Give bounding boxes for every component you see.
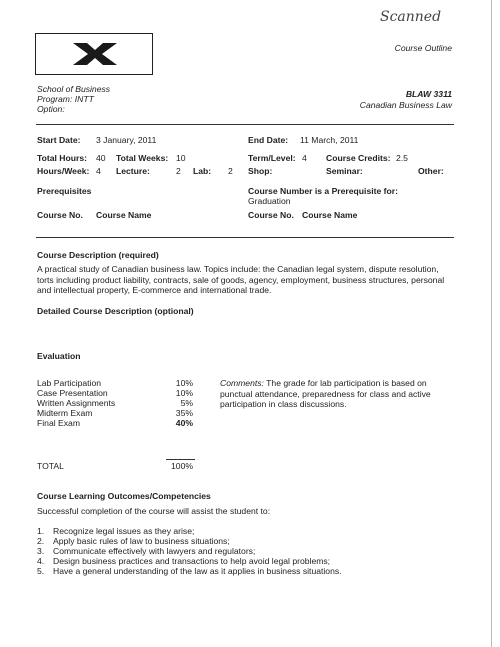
term-level-label: Term/Level: xyxy=(248,153,296,163)
redacted-logo-icon xyxy=(35,33,153,75)
term-level-value: 4 xyxy=(302,153,307,163)
eval-item-name: Written Assignments xyxy=(37,398,116,408)
detailed-description-heading: Detailed Course Description (optional) xyxy=(37,306,194,316)
program-label: Program: INTT xyxy=(37,94,94,104)
lecture-label: Lecture: xyxy=(116,166,150,176)
total-value: 100% xyxy=(171,461,193,471)
comments-text: The grade for lab participation is based on punctual attendance, preparedness for class and active participation in class discussions. xyxy=(220,378,431,409)
outcome-text: Have a general understanding of the law as it applies in business situations. xyxy=(53,566,342,576)
lab-value: 2 xyxy=(228,166,233,176)
total-rule xyxy=(166,459,195,460)
header-divider xyxy=(36,124,454,125)
start-date-label: Start Date: xyxy=(37,135,81,145)
course-no-label-2: Course No. xyxy=(248,210,294,220)
info-divider xyxy=(36,237,454,238)
eval-item-name: Midterm Exam xyxy=(37,408,93,418)
option-label: Option: xyxy=(37,104,65,114)
outcomes-intro: Successful completion of the course will assist the student to: xyxy=(37,506,271,516)
outcome-number: 4. xyxy=(37,556,45,566)
eval-item-weight: 35% xyxy=(175,408,193,418)
lab-label: Lab: xyxy=(193,166,212,176)
outcome-text: Recognize legal issues as they arise; xyxy=(53,526,195,536)
prerequisites-label: Prerequisites xyxy=(37,186,92,196)
logo-box xyxy=(35,33,153,75)
lecture-value: 2 xyxy=(176,166,181,176)
eval-item-weight: 40% xyxy=(175,418,193,428)
course-code: BLAW 3311 xyxy=(405,89,452,99)
total-hours-label: Total Hours: xyxy=(37,153,87,163)
school-name: School of Business xyxy=(37,84,111,94)
prereq-for-label: Course Number is a Prerequisite for: xyxy=(248,186,398,196)
course-no-label: Course No. xyxy=(37,210,83,220)
hours-week-value: 4 xyxy=(96,166,101,176)
doc-type-label: Course Outline xyxy=(394,43,452,53)
total-hours-value: 40 xyxy=(96,153,106,163)
seminar-label: Seminar: xyxy=(326,166,363,176)
start-date-value: 3 January, 2011 xyxy=(96,135,157,145)
outcomes-heading: Course Learning Outcomes/Competencies xyxy=(37,491,211,501)
course-name-label: Course Name xyxy=(96,210,152,220)
eval-item-name: Lab Participation xyxy=(37,378,102,388)
evaluation-heading: Evaluation xyxy=(37,351,81,361)
comments-label: Comments: xyxy=(220,378,264,388)
total-label: TOTAL xyxy=(37,461,64,471)
outcome-number: 2. xyxy=(37,536,45,546)
course-credits-label: Course Credits: xyxy=(326,153,391,163)
outcome-number: 5. xyxy=(37,566,45,576)
total-weeks-label: Total Weeks: xyxy=(116,153,169,163)
course-credits-value: 2.5 xyxy=(396,153,408,163)
description-text: A practical study of Canadian business law. Topics include: the Canadian legal system, dispute resolution, torts including product liability, contracts, sale of goods, agency, employment, business structures, personal and intellectual property, E-commerce and international trade. xyxy=(37,264,445,295)
outcome-number: 1. xyxy=(37,526,45,536)
scanned-stamp: Scanned xyxy=(380,9,442,25)
shop-label: Shop: xyxy=(248,166,273,176)
outcome-text: Apply basic rules of law to business situations; xyxy=(53,536,230,546)
outcome-text: Communicate effectively with lawyers and regulators; xyxy=(53,546,256,556)
course-name-label-2: Course Name xyxy=(302,210,358,220)
eval-item-name: Final Exam xyxy=(37,418,80,428)
eval-item-weight: 10% xyxy=(175,388,193,398)
outcome-text: Design business practices and transactions to help avoid legal problems; xyxy=(53,556,331,566)
course-title: Canadian Business Law xyxy=(359,100,452,110)
other-label: Other: xyxy=(418,166,444,176)
description-heading: Course Description (required) xyxy=(37,250,159,260)
eval-comments xyxy=(220,378,455,410)
scan-edge xyxy=(491,0,492,647)
outcome-number: 3. xyxy=(37,546,45,556)
eval-item-weight: 10% xyxy=(175,378,193,388)
total-weeks-value: 10 xyxy=(176,153,186,163)
end-date-label: End Date: xyxy=(248,135,289,145)
eval-item-name: Case Presentation xyxy=(37,388,108,398)
prereq-for-value: Graduation xyxy=(248,196,291,206)
hours-week-label: Hours/Week: xyxy=(37,166,90,176)
eval-item-weight: 5% xyxy=(180,398,193,408)
end-date-value: 11 March, 2011 xyxy=(300,135,359,145)
